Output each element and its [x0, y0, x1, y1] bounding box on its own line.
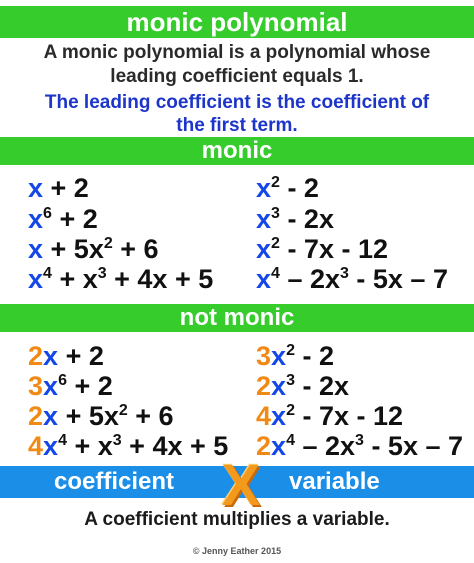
leading-coefficient-line-2: the first term.	[176, 115, 298, 136]
leading-coefficient-text	[0, 91, 474, 137]
multiply-x-icon	[213, 453, 269, 518]
not-monic-expression: $3x^6 + 2$	[28, 371, 113, 401]
coefficient-label: coefficient	[54, 468, 175, 495]
leading-coefficient-line-1: The leading coefficient is the coefficient of	[44, 92, 430, 113]
variable-label: variable	[289, 468, 380, 495]
not-monic-header	[0, 304, 474, 332]
not-monic-expression: $4x^2 - 7x - 12$	[256, 401, 404, 431]
monic-expression: x + 2	[28, 173, 89, 203]
monic-expression: $x^2 - 2$	[256, 173, 319, 203]
title-banner	[0, 6, 474, 38]
monic-expression: $x^3 - 2x$	[256, 204, 334, 234]
monic-expression: $x^4 - 2x^3 - 5x - 7$	[256, 264, 448, 294]
monic-header-label: monic	[201, 137, 273, 164]
multiply-x-glyph: X	[221, 453, 261, 518]
not-monic-expression: $3x^2 - 2$	[256, 341, 334, 371]
not-monic-expression: $2x^4 - 2x^3 - 5x - 7$	[256, 431, 463, 461]
not-monic-expression: $2x^3 - 2x$	[256, 371, 349, 401]
definition-text	[0, 41, 474, 89]
monic-expression: $x + 5x^2 + 6$	[28, 234, 159, 264]
monic-expression: $x^4 + x^3 + 4x + 5$	[28, 264, 214, 294]
monic-header	[0, 137, 474, 165]
monic-expression: $x^6 + 2$	[28, 204, 98, 234]
page-title: monic polynomial	[126, 7, 348, 37]
definition-line-1: A monic polynomial is a polynomial whose	[43, 42, 431, 63]
copyright-notice: © Jenny Eather 2015	[192, 546, 282, 556]
multiplies-statement: A coefficient multiplies a variable.	[84, 509, 390, 530]
not-monic-expression: $2x + 5x^2 + 6$	[28, 401, 174, 431]
definition-line-2: leading coefficient equals 1.	[110, 66, 364, 87]
not-monic-header-label: not monic	[179, 304, 295, 331]
monic-expression: $x^2 - 7x - 12$	[256, 234, 388, 264]
not-monic-expression: $4x^4 + x^3 + 4x + 5$	[28, 431, 229, 461]
not-monic-expression: 2x + 2	[28, 341, 104, 371]
